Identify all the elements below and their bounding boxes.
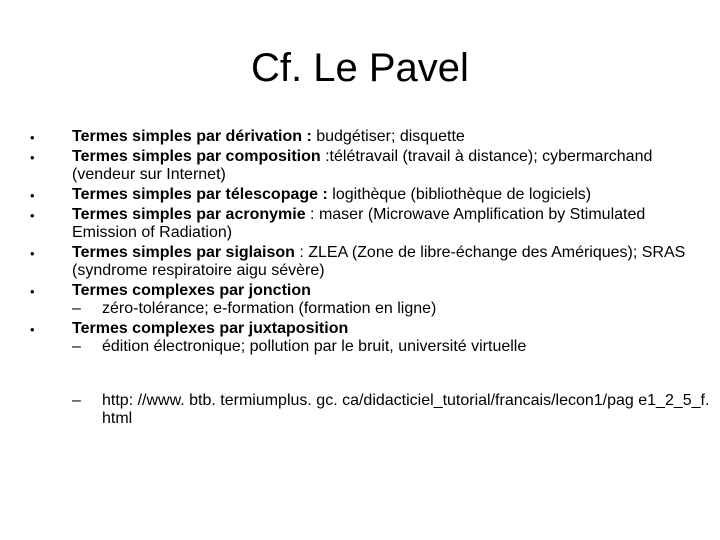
bullet-term: Termes simples par siglaison xyxy=(72,244,295,261)
sub-list xyxy=(72,338,695,356)
bullet-term: Termes complexes par juxtaposition xyxy=(72,320,349,337)
bullet-list xyxy=(30,128,695,358)
bullet-term: Termes simples par composition xyxy=(72,148,326,165)
sub-item-text: édition électronique; pollution par le bruit, université virtuelle xyxy=(102,338,527,355)
sub-item xyxy=(72,300,695,318)
slide-title: Cf. Le Pavel xyxy=(251,46,469,90)
bullet-item-acronymie xyxy=(30,206,695,242)
bullet-text: :télétravail (travail à distance); cybermarchand (vendeur sur Internet) xyxy=(72,148,653,183)
sub-list xyxy=(72,300,695,318)
bullet-item-siglaison xyxy=(30,244,695,280)
dash-marker: – xyxy=(72,300,81,317)
bullet-item-telescopage xyxy=(30,186,695,204)
bullet-text: logithèque (bibliothèque de logiciels) xyxy=(332,186,592,203)
bullet-term: Termes complexes par jonction xyxy=(72,282,311,299)
bullet-item-juxtaposition xyxy=(30,320,695,356)
dash-marker: – xyxy=(72,338,81,355)
bullet-term: Termes simples par acronymie xyxy=(72,206,311,223)
bullet-text: budgétiser; disquette xyxy=(316,128,465,145)
url-text: http: //www. btb. termiumplus. gc. ca/didacticiel_tutorial/francais/lecon1/pag e1_2_5_f. html xyxy=(102,392,710,427)
bullet-item-composition xyxy=(30,148,695,184)
bullet-item-derivation xyxy=(30,128,695,146)
reference-url xyxy=(72,392,712,428)
bullet-text: : ZLEA (Zone de libre-échange des Amériques); SRAS (syndrome respiratoire aigu sévère) xyxy=(72,244,686,279)
dash-marker: – xyxy=(72,392,81,409)
sub-item xyxy=(72,338,695,356)
sub-item-text: zéro-tolérance; e-formation (formation en ligne) xyxy=(102,300,437,317)
bullet-text: : maser (Microwave Amplification by Stimulated Emission of Radiation) xyxy=(72,206,646,241)
bullet-item-jonction xyxy=(30,282,695,318)
bullet-term: Termes simples par dérivation : xyxy=(72,128,317,145)
bullet-term: Termes simples par télescopage : xyxy=(72,186,333,203)
